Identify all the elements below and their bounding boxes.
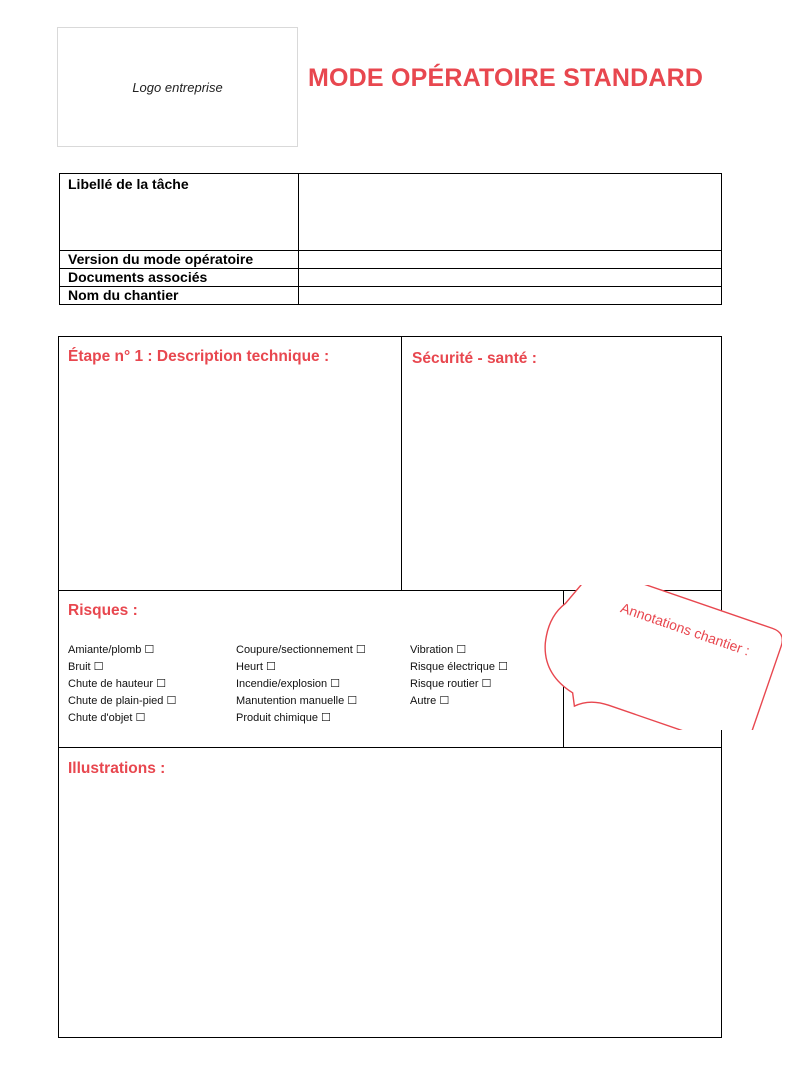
site-annotations-callout[interactable] <box>537 585 782 730</box>
site-name-label: Nom du chantier <box>60 287 299 305</box>
risk-checkbox-asbestos[interactable]: Amiante/plomb ☐ <box>68 644 155 656</box>
logo-placeholder-text: Logo entreprise <box>132 79 223 95</box>
risk-checkbox-manual-handling[interactable]: Manutention manuelle ☐ <box>236 695 358 707</box>
task-info-table <box>59 173 722 305</box>
version-value-field[interactable] <box>299 251 722 269</box>
step-description-heading: Étape n° 1 : Description technique : <box>68 348 330 365</box>
table-row <box>60 174 722 251</box>
risks-column-2 <box>236 642 366 727</box>
safety-health-heading: Sécurité - santé : <box>412 350 537 367</box>
illustrations-area[interactable] <box>60 785 720 1035</box>
task-label: Libellé de la tâche <box>60 174 299 251</box>
risk-checkbox-cut[interactable]: Coupure/sectionnement ☐ <box>236 644 366 656</box>
risk-checkbox-fall-height[interactable]: Chute de hauteur ☐ <box>68 678 166 690</box>
risk-checkbox-noise[interactable]: Bruit ☐ <box>68 661 104 673</box>
table-row <box>60 287 722 305</box>
document-title: MODE OPÉRATOIRE STANDARD <box>308 64 704 92</box>
risk-checkbox-vibration[interactable]: Vibration ☐ <box>410 644 467 656</box>
risk-checkbox-fall-level[interactable]: Chute de plain-pied ☐ <box>68 695 177 707</box>
risks-heading: Risques : <box>68 602 138 619</box>
risk-checkbox-falling-object[interactable]: Chute d'objet ☐ <box>68 712 146 724</box>
logo-placeholder <box>57 27 298 147</box>
version-label: Version du mode opératoire <box>60 251 299 269</box>
illustrations-heading: Illustrations : <box>68 760 166 777</box>
risk-checkbox-other[interactable]: Autre ☐ <box>410 695 450 707</box>
table-row <box>60 251 722 269</box>
risks-column-3 <box>410 642 508 710</box>
risks-column-1 <box>68 642 176 727</box>
risk-checkbox-chemical[interactable]: Produit chimique ☐ <box>236 712 331 724</box>
divider-horizontal-bottom <box>58 747 722 748</box>
documents-value-field[interactable] <box>299 269 722 287</box>
risk-checkbox-electrical[interactable]: Risque électrique ☐ <box>410 661 508 673</box>
risk-checkbox-road[interactable]: Risque routier ☐ <box>410 678 492 690</box>
safety-health-area[interactable] <box>403 372 720 588</box>
risk-checkbox-fire[interactable]: Incendie/explosion ☐ <box>236 678 341 690</box>
risk-checkbox-impact[interactable]: Heurt ☐ <box>236 661 276 673</box>
site-name-value-field[interactable] <box>299 287 722 305</box>
task-value-field[interactable] <box>299 174 722 251</box>
step-description-area[interactable] <box>60 372 400 588</box>
annotations-label: Annotations chantier : <box>618 599 752 659</box>
documents-label: Documents associés <box>60 269 299 287</box>
table-row <box>60 269 722 287</box>
